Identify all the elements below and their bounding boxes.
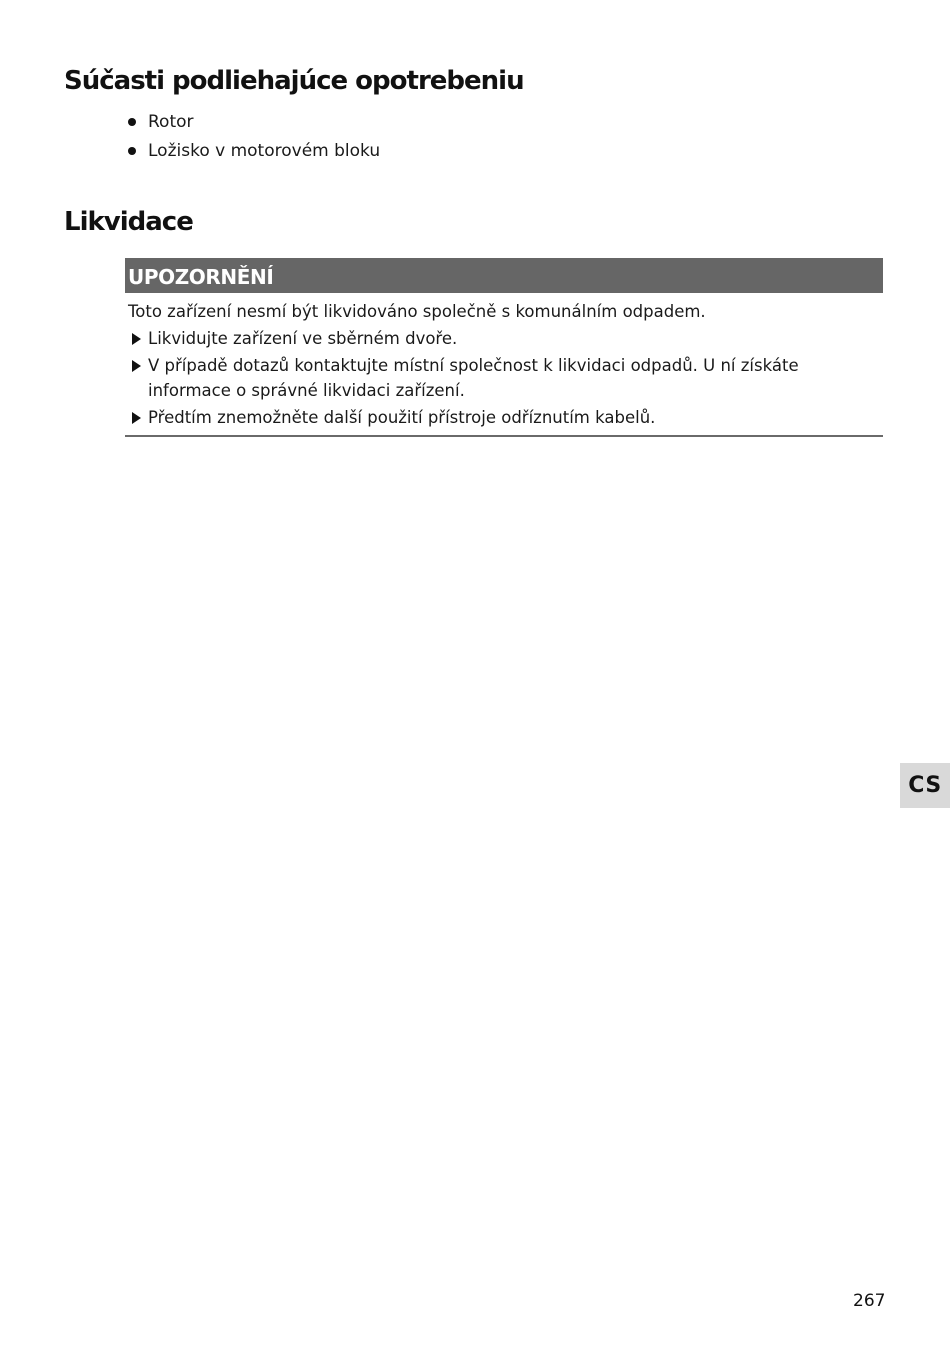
notice-intro: Toto zařízení nesmí být likvidováno společně s komunálním odpadem. bbox=[128, 302, 706, 321]
triangle-right-icon bbox=[132, 412, 141, 424]
language-tab: CS bbox=[900, 763, 950, 808]
list-item-text: Ložisko v motorovém bloku bbox=[148, 140, 381, 161]
action-text: V případě dotazů kontaktujte místní společnost k likvidaci odpadů. U ní získáte informace o správné likvidaci zařízení. bbox=[148, 355, 799, 400]
notice-body bbox=[125, 293, 883, 430]
list-item bbox=[128, 108, 380, 137]
list-item bbox=[128, 137, 380, 166]
triangle-right-icon bbox=[132, 360, 141, 372]
wear-parts-list bbox=[128, 108, 380, 165]
action-item bbox=[128, 326, 883, 351]
section-title-wear-parts: Súčasti podliehajúce opotrebeniu bbox=[64, 66, 524, 96]
page-number: 267 bbox=[853, 1291, 886, 1311]
notice-header: UPOZORNĚNÍ bbox=[125, 258, 883, 293]
action-text: Předtím znemožněte další použití přístroje odříznutím kabelů. bbox=[148, 407, 656, 427]
section-title-disposal: Likvidace bbox=[64, 207, 193, 237]
bullet-icon bbox=[128, 147, 136, 155]
action-list bbox=[128, 326, 883, 430]
action-item bbox=[128, 405, 883, 430]
action-text: Likvidujte zařízení ve sběrném dvoře. bbox=[148, 328, 458, 348]
list-item-text: Rotor bbox=[148, 112, 194, 132]
bullet-icon bbox=[128, 118, 136, 126]
notice-box bbox=[125, 258, 883, 437]
action-item bbox=[128, 353, 848, 403]
triangle-right-icon bbox=[132, 333, 141, 345]
